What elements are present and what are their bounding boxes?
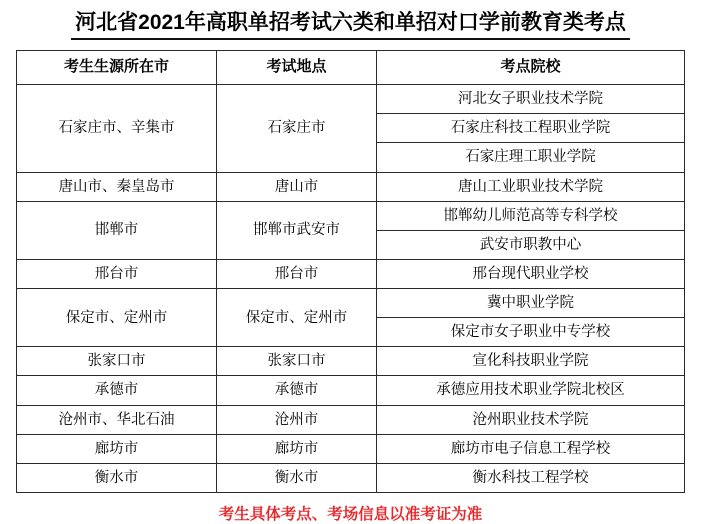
- cell-location: 邯郸市武安市: [217, 201, 377, 259]
- exam-sites-table: [16, 50, 685, 493]
- cell-city: 邢台市: [17, 259, 217, 288]
- cell-school: 武安市职教中心: [377, 230, 685, 259]
- title-container: [0, 0, 701, 46]
- table-row: [17, 463, 685, 492]
- cell-location: 张家口市: [217, 347, 377, 376]
- cell-city: 沧州市、华北石油: [17, 405, 217, 434]
- cell-school: 宣化科技职业学院: [377, 347, 685, 376]
- cell-school: 保定市女子职业中专学校: [377, 318, 685, 347]
- cell-school: 承德应用技术职业学院北校区: [377, 376, 685, 405]
- table-header: [17, 51, 685, 85]
- cell-location: 廊坊市: [217, 434, 377, 463]
- cell-school: 唐山工业职业技术学院: [377, 172, 685, 201]
- table-body: [17, 85, 685, 493]
- cell-location: 保定市、定州市: [217, 289, 377, 347]
- table-row: [17, 289, 685, 318]
- cell-school: 冀中职业学院: [377, 289, 685, 318]
- cell-city: 衡水市: [17, 463, 217, 492]
- table-header-row: [17, 51, 685, 85]
- cell-city: 廊坊市: [17, 434, 217, 463]
- cell-location: 石家庄市: [217, 85, 377, 172]
- column-header-city: 考生生源所在市: [17, 51, 217, 85]
- cell-location: 沧州市: [217, 405, 377, 434]
- table-row: [17, 172, 685, 201]
- page-title: 河北省2021年高职单招考试六类和单招对口学前教育类考点: [71, 10, 630, 40]
- cell-school: 廊坊市电子信息工程学校: [377, 434, 685, 463]
- table-row: [17, 259, 685, 288]
- table-row: [17, 201, 685, 230]
- cell-location: 承德市: [217, 376, 377, 405]
- cell-school: 石家庄理工职业学院: [377, 143, 685, 172]
- cell-school: 石家庄科技工程职业学院: [377, 114, 685, 143]
- cell-city: 石家庄市、辛集市: [17, 85, 217, 172]
- table-row: [17, 85, 685, 114]
- cell-location: 邢台市: [217, 259, 377, 288]
- cell-city: 邯郸市: [17, 201, 217, 259]
- cell-city: 承德市: [17, 376, 217, 405]
- cell-city: 张家口市: [17, 347, 217, 376]
- cell-school: 衡水科技工程学校: [377, 463, 685, 492]
- cell-location: 唐山市: [217, 172, 377, 201]
- column-header-location: 考试地点: [217, 51, 377, 85]
- table-row: [17, 347, 685, 376]
- footer-note: 考生具体考点、考场信息以准考证为准: [218, 505, 483, 523]
- cell-city: 唐山市、秦皇岛市: [17, 172, 217, 201]
- table-row: [17, 434, 685, 463]
- table-row: [17, 376, 685, 405]
- cell-school: 邯郸幼儿师范高等专科学校: [377, 201, 685, 230]
- column-header-school: 考点院校: [377, 51, 685, 85]
- cell-school: 沧州职业技术学院: [377, 405, 685, 434]
- cell-location: 衡水市: [217, 463, 377, 492]
- cell-school: 河北女子职业技术学院: [377, 85, 685, 114]
- cell-city: 保定市、定州市: [17, 289, 217, 347]
- cell-school: 邢台现代职业学校: [377, 259, 685, 288]
- table-row: [17, 405, 685, 434]
